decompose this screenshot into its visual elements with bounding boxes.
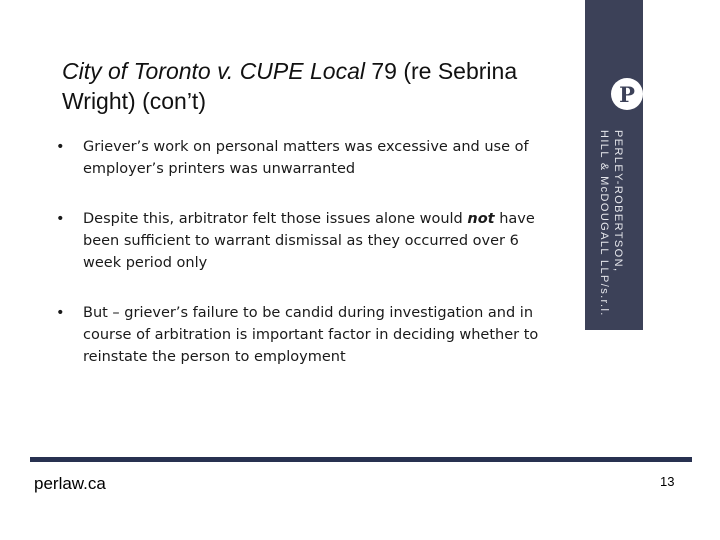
firm-logo [611,78,643,110]
slide-title-italic: City of Toronto v. CUPE Local [62,58,365,84]
slide-title-normal: 79 (re Sebrina Wright) (con’t) [62,58,518,114]
bullet-text: But – griever’s failure to be candid during investigation and in course of arbitration is important factor in deciding whether to reinstate the person to employment [83,305,539,365]
page-number: 13 [660,474,675,489]
bullet-text-before: Despite this, arbitrator felt those issues alone would [83,211,468,227]
bullet-item [56,136,551,180]
bullet-text-after: have been sufficient to warrant dismissal as they occurred over 6 week period only [83,211,535,271]
bullet-emphasis: not [467,211,495,227]
bullet-marker: • [56,305,65,321]
bullet-item [56,302,551,368]
bullet-marker: • [56,139,65,155]
firm-name-line2: HILL & McDOUGALL LLP/s.r.l. [598,130,610,317]
footer-website[interactable]: perlaw.ca [34,474,106,493]
firm-name-line1: PERLEY-ROBERTSON, [612,130,624,273]
bullet-list [56,136,551,368]
slide-title [62,56,562,116]
bullet-marker: • [56,211,65,227]
logo-letter: P [619,81,635,107]
footer-rule [30,457,692,462]
bullet-item [56,208,551,274]
bullet-text: Griever’s work on personal matters was excessive and use of employer’s printers was unwarranted [83,139,529,177]
firm-name [597,130,625,317]
